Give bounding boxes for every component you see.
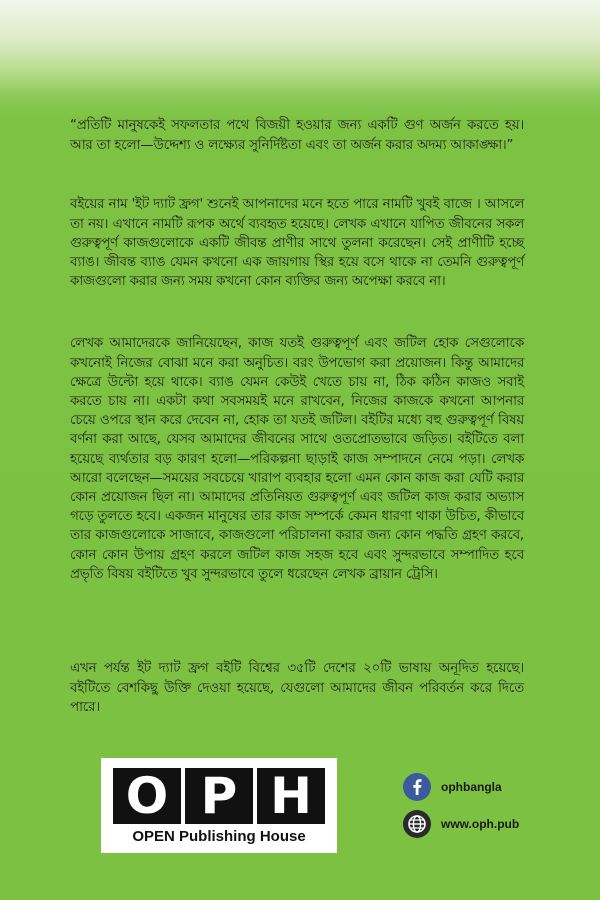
website-url: www.oph.pub: [441, 817, 520, 831]
logo-letter-o: O: [113, 768, 181, 824]
quote-paragraph: “প্রতিটি মানুষকেই সফলতার পথে বিজয়ী হওয়ার জন্য একটি গুণ অর্জন করতে হয়। আর তা হলো—উদ্দেশ্য ও লক্ষ্যের সুনির্দিষ্টতা এবং তা অর্জন করার অদম্য আকাঙ্ক্ষা।”: [70, 118, 524, 153]
facebook-icon: [403, 773, 431, 801]
website-link[interactable]: [403, 810, 519, 838]
logo-letters: [113, 768, 325, 824]
logo-letter-h: H: [257, 768, 325, 824]
publisher-name: OPEN Publishing House: [132, 828, 306, 845]
translation-paragraph: এখন পর্যন্ত ইট দ্যাট ফ্রগ বইটি বিশ্বের ৩৫টি দেশের ২০টি ভাষায় অনূদিত হয়েছে। বইটিতে বেশকিছু উক্তি দেওয়া হয়েছে, যেগুলো আমাদের জীবন পরিবর্তন করে দিতে পারে।: [70, 661, 524, 715]
globe-icon: [403, 810, 431, 838]
logo-letter-p: P: [185, 768, 253, 824]
book-title-paragraph: বইয়ের নাম 'ইট দ্যাট ফ্রগ' শুনেই আপনাদের মনে হতে পারে নামটি খুবই বাজে । আসলে তা নয়। এখানে নামটি রূপক অর্থে ব্যবহৃত হয়েছে। লেখক এখানে যাপিত জীবনের সকল গুরুত্বপূর্ণ কাজগুলোকে একটি জীবন্ত প্রাণীর সাথে তুলনা করেছেন। সেই প্রাণীটি হচ্ছে ব্যাঙ। জীবন্ত ব্যাঙ যেমন কখনো এক জায়গায় স্থির হয়ে বসে থাকে না তেমনি গুরুত্বপূর্ণ কাজগুলো করার জন্য সময় কখনো কোন ব্যক্তির জন্য অপেক্ষা করবে না।: [70, 197, 524, 290]
publisher-logo: [101, 758, 337, 853]
facebook-handle: ophbangla: [441, 780, 502, 794]
author-message-paragraph: লেখক আমাদেরকে জানিয়েছেন, কাজ যতই গুরুত্বপূর্ণ এবং জটিল হোক সেগুলোকে কখনোই নিজের বোঝা মনে করা অনুচিত। বরং উপভোগ করা প্রয়োজন। কিন্তু আমাদের ক্ষেত্রে উল্টো হয়ে থাকে। ব্যাঙ যেমন কেউই খেতে চায় না, ঠিক কঠিন কাজও সবাই করতে চায় না। একটা কথা সবসময়ই মনে রাখবেন, নিজের কাজকে কখনো আপনার চেয়ে ওপরে স্থান করে দেবেন না, হোক তা যতই জটিল। বইটির মধ্যে বহু গুরুত্বপূর্ণ বিষয় বর্ণনা করা আছে, যেসব আমাদের জীবনের সাথে ওতপ্রোতভাবে জড়িত। বইটিতে বলা হয়েছে ব্যর্থতার বড় কারণ হলো—পরিকল্পনা ছাড়াই কাজ সম্পাদনে নেমে পড়া। লেখক আরো বলেছেন—সময়ের সবচেয়ে খারাপ ব্যবহার হলো এমন কোন কাজ করা যেটি করার কোন প্রয়োজন ছিল না। আমাদের প্রতিনিয়ত গুরুত্বপূর্ণ এবং জটিল কাজ করার অভ্যাস গড়ে তুলতে হবে। একজন মানুষের তার কাজ সম্পর্কে কেমন ধারণা থাকা উচিত, কীভাবে তার কাজগুলোকে সাজাবে, কাজগুলো পরিচালনা করার জন্য কোন পদ্ধতি গ্রহণ করবে, কোন কোন উপায় গ্রহণ করলে জটিল কাজ সহজ হবে এবং সুন্দরভাবে সম্পাদিত হবে প্রভৃতি বিষয় বইটিতে খুব সুন্দরভাবে তুলে ধরেছেন লেখক ব্রায়ান ট্রেসি।: [70, 336, 524, 582]
facebook-link[interactable]: [403, 773, 502, 801]
